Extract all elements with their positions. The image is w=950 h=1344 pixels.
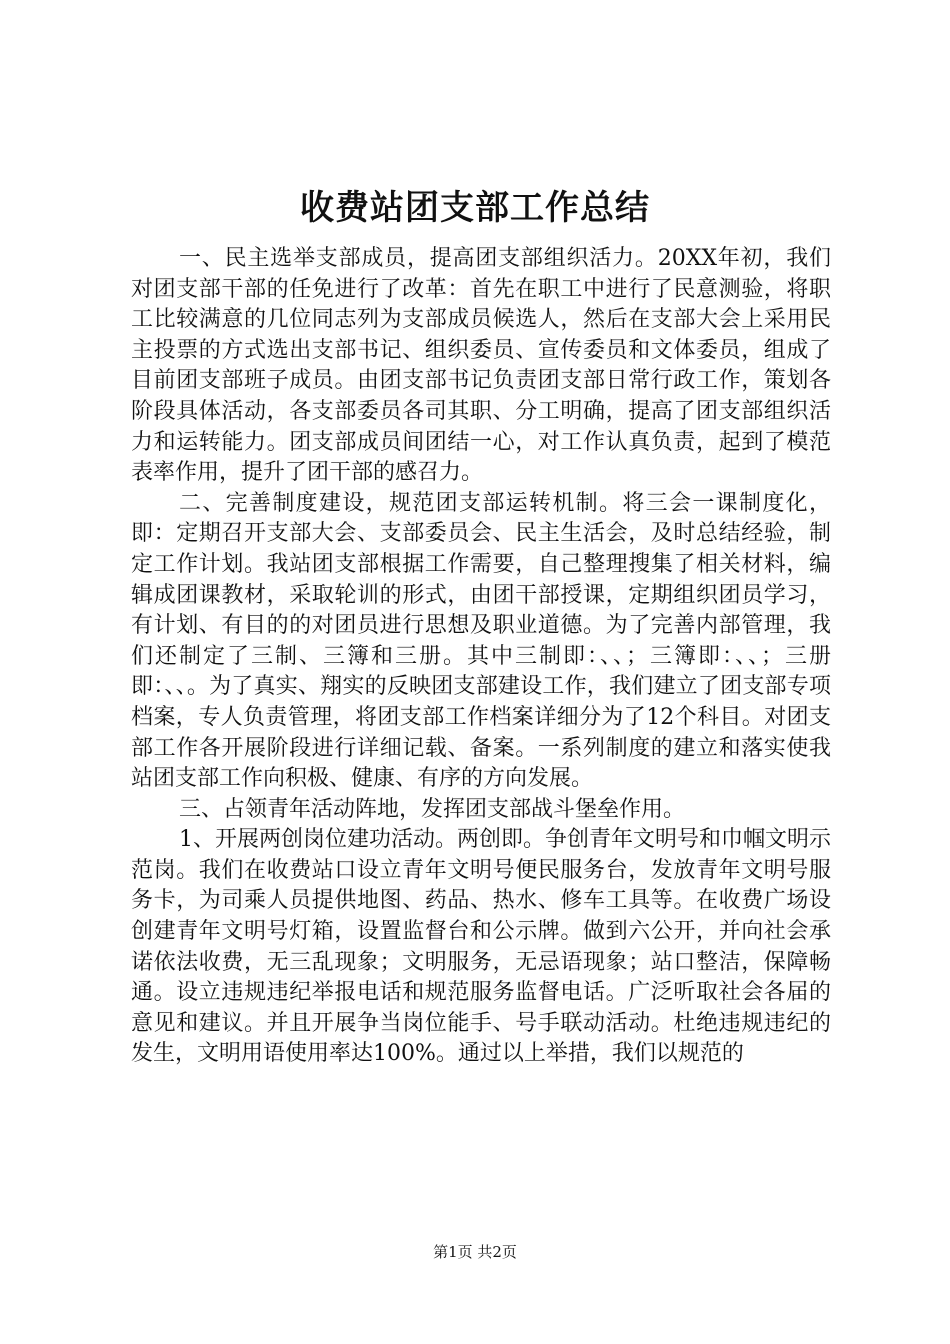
paragraph-2: 二、完善制度建设，规范团支部运转机制。将三会一课制度化，即：定期召开支部大会、支部委员会、民主生活会，及时总结经验，制定工作计划。我站团支部根据工作需要，自己整理搜集了相关材料，编辑成团课教材，采取轮训的形式，由团干部授课，定期组织团员学习，有计划、有目的的对团员进行思想及职业道德。为了完善内部管理，我们还制定了三制、三簿和三册。其中三制即：、、；三簿即：、、；三册即：、、。为了真实、翔实的反映团支部建设工作，我们建立了团支部专项档案，专人负责管理，将团支部工作档案详细分为了12个科目。对团支部工作各开展阶段进行详细记载、备案。一系列制度的建立和落实使我站团支部工作向积极、健康、有序的方向发展。: [131, 490, 831, 792]
document-title: 收费站团支部工作总结: [300, 188, 650, 228]
paragraph-4: 1、开展两创岗位建功活动。两创即。争创青年文明号和巾帼文明示范岗。我们在收费站口设立青年文明号便民服务台，发放青年文明号服务卡，为司乘人员提供地图、药品、热水、修车工具等。在收费广场设创建青年文明号灯箱，设置监督台和公示牌。做到六公开，并向社会承诺依法收费，无三乱现象；文明服务，无忌语现象；站口整洁，保障畅通。设立违规违纪举报电话和规范服务监督电话。广泛听取社会各届的意见和建议。并且开展争当岗位能手、号手联动活动。杜绝违规违纪的发生，文明用语使用率达100%。通过以上举措，我们以规范的: [131, 827, 831, 1067]
page-footer: 第1页 共2页: [433, 1243, 517, 1261]
document-body: [131, 244, 831, 1070]
paragraph-1: 一、民主选举支部成员，提高团支部组织活力。20XX年初，我们对团支部干部的任免进行了改革：首先在职工中进行了民意测验，将职工比较满意的几位同志列为支部成员候选人，然后在支部大会上采用民主投票的方式选出支部书记、组织委员、宣传委员和文体委员，组成了目前团支部班子成员。由团支部书记负责团支部日常行政工作，策划各阶段具体活动，各支部委员各司其职、分工明确，提高了团支部组织活力和运转能力。团支部成员间团结一心，对工作认真负责，起到了模范表率作用，提升了团干部的感召力。: [131, 246, 831, 486]
paragraph-3: 三、占领青年活动阵地，发挥团支部战斗堡垒作用。: [179, 796, 686, 822]
